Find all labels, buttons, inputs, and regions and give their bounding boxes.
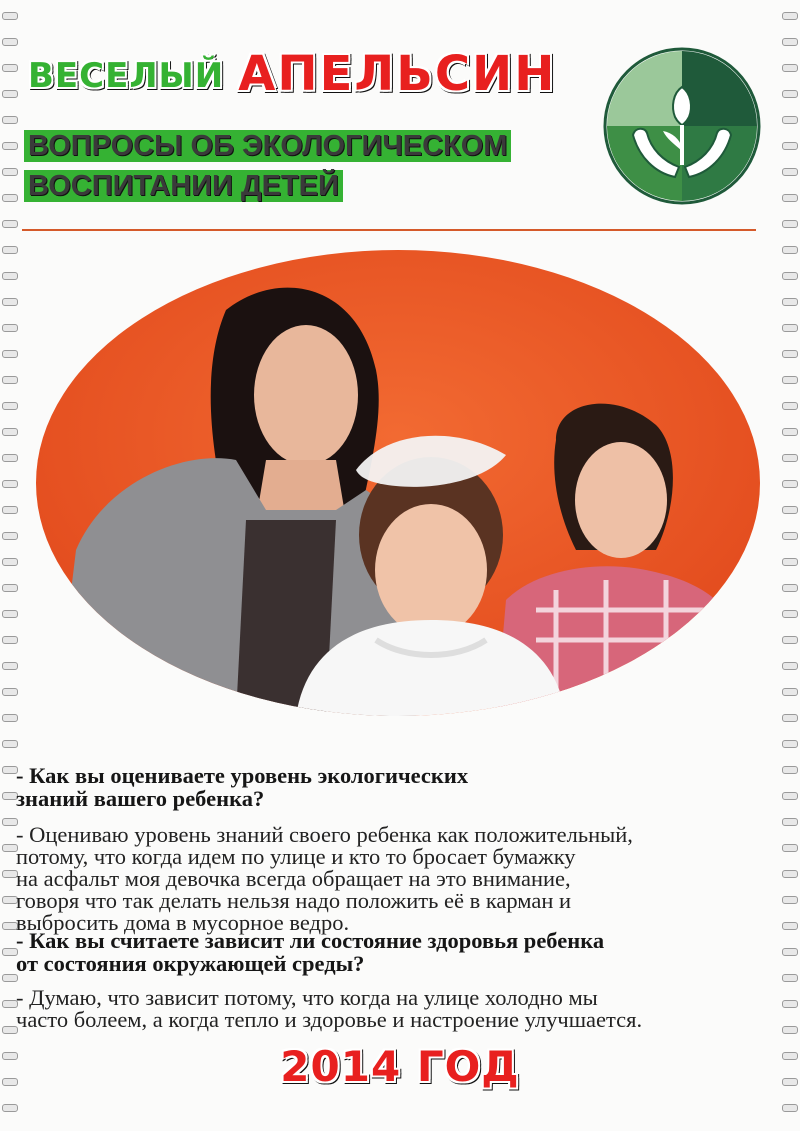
binding-ring: [782, 792, 798, 800]
binding-ring: [782, 922, 798, 930]
binding-ring: [782, 428, 798, 436]
answer-1-line-3: на асфальт моя девочка всегда обращает на это внимание,: [16, 866, 571, 891]
answer-1: [16, 824, 776, 934]
binding-ring: [2, 636, 18, 644]
binding-ring: [2, 168, 18, 176]
binding-ring: [782, 558, 798, 566]
binding-ring: [2, 662, 18, 670]
binding-ring: [2, 324, 18, 332]
binding-ring: [782, 636, 798, 644]
binding-ring: [782, 688, 798, 696]
binding-ring: [2, 298, 18, 306]
binding-ring: [782, 896, 798, 904]
binding-ring: [2, 376, 18, 384]
family-portrait-photo: [36, 250, 760, 716]
binding-ring: [782, 64, 798, 72]
binding-ring: [2, 246, 18, 254]
binding-ring: [782, 506, 798, 514]
binding-ring: [2, 506, 18, 514]
binding-ring: [2, 1104, 18, 1112]
binding-ring: [782, 532, 798, 540]
binding-ring: [782, 90, 798, 98]
binding-ring: [782, 610, 798, 618]
answer-1-line-2: потому, что когда идем по улице и кто то бросает бумажку: [16, 844, 576, 869]
binding-ring: [782, 740, 798, 748]
binding-ring: [2, 350, 18, 358]
binding-ring: [2, 584, 18, 592]
year-label: 2014 ГОД: [280, 1042, 520, 1091]
binding-ring: [2, 12, 18, 20]
binding-ring: [2, 688, 18, 696]
binding-ring: [782, 974, 798, 982]
binding-ring: [782, 662, 798, 670]
binding-ring: [782, 12, 798, 20]
binding-ring: [2, 64, 18, 72]
question-2: [16, 929, 776, 975]
binding-ring: [782, 168, 798, 176]
binding-ring: [782, 298, 798, 306]
binding-ring: [782, 272, 798, 280]
binding-ring: [2, 714, 18, 722]
binding-ring: [2, 402, 18, 410]
tulip-in-hands-icon: [603, 47, 761, 205]
interview-block-1: [16, 764, 776, 934]
binding-ring: [782, 480, 798, 488]
binding-ring: [782, 454, 798, 462]
binding-ring: [782, 38, 798, 46]
binding-ring: [782, 948, 798, 956]
binding-ring: [782, 324, 798, 332]
binding-ring: [2, 142, 18, 150]
answer-1-line-1: - Оцениваю уровень знаний своего ребенка как положительный,: [16, 822, 633, 847]
title-word-green: ВЕСЕЛЫЙ: [28, 56, 225, 96]
answer-2-line-2: часто болеем, а когда тепло и здоровье и настроение улучшается.: [16, 1007, 643, 1032]
binding-ring: [782, 584, 798, 592]
answer-1-line-5: выбросить дома в мусорное ведро.: [16, 910, 350, 935]
question-1-line-1: - Как вы оцениваете уровень экологических: [16, 763, 469, 788]
binding-ring: [2, 38, 18, 46]
binding-ring: [782, 246, 798, 254]
binding-ring: [2, 90, 18, 98]
binding-ring: [2, 454, 18, 462]
binding-ring: [782, 142, 798, 150]
binding-ring: [2, 116, 18, 124]
binding-ring: [782, 1026, 798, 1034]
binding-ring: [2, 480, 18, 488]
binding-ring: [782, 116, 798, 124]
question-2-line-2: от состояния окружающей среды?: [16, 951, 365, 976]
magazine-title: [28, 42, 556, 102]
binding-ring: [782, 402, 798, 410]
interview-block-2: [16, 929, 776, 1031]
binding-ring: [782, 766, 798, 774]
binding-ring: [782, 714, 798, 722]
binding-ring: [782, 870, 798, 878]
question-2-line-1: - Как вы считаете зависит ли состояние здоровья ребенка: [16, 928, 605, 953]
binding-ring: [782, 1104, 798, 1112]
binding-ring: [782, 350, 798, 358]
binding-ring: [2, 558, 18, 566]
answer-1-line-4: говоря что так делать нельзя надо положить её в карман и: [16, 888, 572, 913]
binding-ring: [782, 194, 798, 202]
question-1-line-2: знаний вашего ребенка?: [16, 786, 265, 811]
binding-ring: [2, 194, 18, 202]
binding-ring: [782, 844, 798, 852]
binding-ring: [782, 1000, 798, 1008]
binding-ring: [2, 220, 18, 228]
binding-ring: [2, 532, 18, 540]
question-1: [16, 764, 776, 810]
section-heading: [24, 126, 584, 206]
binding-ring: [2, 272, 18, 280]
binding-ring: [782, 376, 798, 384]
section-heading-line-1: ВОПРОСЫ ОБ ЭКОЛОГИЧЕСКОМ: [24, 130, 511, 162]
binding-ring: [2, 428, 18, 436]
binding-ring: [2, 740, 18, 748]
section-heading-line-2: ВОСПИТАНИИ ДЕТЕЙ: [24, 170, 343, 202]
binding-ring: [782, 220, 798, 228]
title-word-red: АПЕЛЬСИН: [238, 46, 557, 102]
answer-2: [16, 987, 776, 1031]
header-divider: [22, 229, 756, 231]
binding-ring: [782, 818, 798, 826]
binding-ring: [2, 610, 18, 618]
answer-2-line-1: - Думаю, что зависит потому, что когда на улице холодно мы: [16, 985, 598, 1010]
